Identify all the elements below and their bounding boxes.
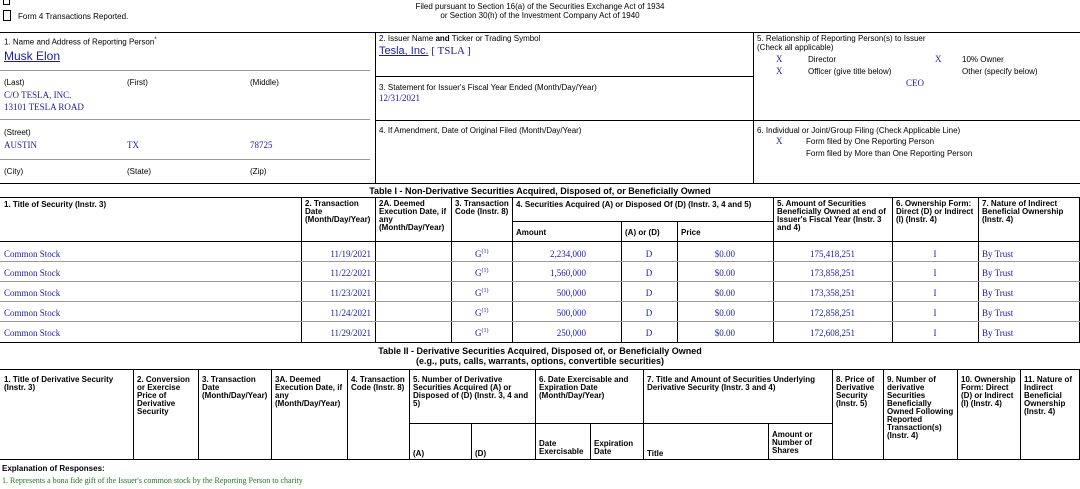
other-label: Other (specify below) [962,67,1038,76]
t1-price: $0.00 [714,288,735,298]
t1-aord: D [645,268,653,278]
t2-h6-ex: Date Exercisable [539,439,584,456]
box6-label: 6. Individual or Joint/Group Filing (Check Applicable Line) [757,126,961,135]
last-label: (Last) [4,78,25,87]
t1-date: 11/24/2021 [330,308,371,318]
t1-h6: 6. Ownership Form: Direct (D) or Indirect (I) (Instr. 4) [896,199,974,224]
t1-nature: By Trust [982,268,1014,278]
form4-reported-checkbox[interactable] [3,10,11,21]
t1-aord: D [645,308,653,318]
t1-owned: 172,858,251 [810,308,855,318]
form4-reported-label: Form 4 Transactions Reported. [18,12,129,21]
street-label: (Street) [4,128,31,137]
t2-h7-title: Title [647,449,664,458]
one-person-label: Form filed by One Reporting Person [806,137,935,146]
t1-amount: 2,234,000 [550,249,586,259]
ticker-symbol: TSLA [437,45,465,57]
box2-label: 2. Issuer Name and Ticker or Trading Symbol [379,34,541,43]
t1-title: Common Stock [4,268,61,278]
top-checkbox[interactable] [3,0,10,5]
box3-label: 3. Statement for Issuer's Fiscal Year Ended (Month/Day/Year) [379,83,597,92]
t1-price: $0.00 [714,308,735,318]
officer-label: Officer (give title below) [808,67,892,76]
table2-subtitle: (e.g., puts, calls, warrants, options, convertible securities) [415,356,665,366]
box5-label-2: (Check all applicable) [757,43,834,52]
t1-owned: 173,858,251 [810,268,855,278]
t2-h4: 4. Transaction Code (Instr. 8) [351,375,405,392]
director-label: Director [808,55,837,64]
t1-h4: 4. Securities Acquired (A) or Disposed Of (D) (Instr. 3, 4 and 5) [516,200,752,209]
box1-label: 1. Name and Address of Reporting Person* [4,37,157,47]
t1-date: 11/22/2021 [330,268,371,278]
t1-nature: By Trust [982,308,1014,318]
t1-form: I [933,249,937,259]
first-label: (First) [127,78,148,87]
t1-title: Common Stock [4,249,61,259]
officer-x: X [776,66,783,76]
t2-h7-amount: Amount or Number of Shares [772,430,813,455]
footnote-1: 1. Represents a bona fide gift of the Issuer's common stock by the Reporting Person to charity [2,476,303,485]
t2-h1: 1. Title of Derivative Security (Instr. 3) [4,375,114,392]
officer-title: CEO [906,78,924,88]
city-label: (City) [4,167,24,176]
t1-amount: 1,560,000 [550,268,586,278]
zip-label: (Zip) [250,167,267,176]
t1-h4-price: Price [681,228,701,237]
t1-date: 11/19/2021 [330,249,371,259]
t2-h11: 11. Nature of Indirect Beneficial Ownership (Instr. 4) [1024,375,1073,416]
t1-owned: 172,608,251 [810,328,855,338]
t1-h7: 7. Nature of Indirect Beneficial Ownership (Instr. 4) [982,199,1064,224]
zip-value: 78725 [250,140,273,150]
t1-amount: 500,000 [556,288,586,298]
t1-h2: 2. Transaction Date (Month/Day/Year) [305,199,371,224]
t1-title: Common Stock [4,288,61,298]
issuer-line: Tesla, Inc. [ TSLA ] [379,45,471,57]
t2-h5: 5. Number of Derivative Securities Acquired (A) or Disposed of (D) (Instr. 3, 4 and 5) [413,375,529,408]
t1-aord: D [645,328,653,338]
t1-form: I [933,288,937,298]
t1-amount: 250,000 [556,328,586,338]
explanation-heading: Explanation of Responses: [2,464,105,473]
t1-code: $G^{(1)}$ [475,308,489,318]
filed-line-1: Filed pursuant to Section 16(a) of the Securities Exchange Act of 1934 [415,2,665,11]
issuer-name-link[interactable]: Tesla, Inc. [379,45,429,57]
t1-code: $G^{(1)}$ [475,288,489,298]
t2-h7: 7. Title and Amount of Securities Underlying Derivative Security (Instr. 3 and 4) [647,375,816,392]
t1-aord: D [645,288,653,298]
t1-h1: 1. Title of Security (Instr. 3) [4,200,107,209]
t1-owned: 175,418,251 [810,249,855,259]
t1-title: Common Stock [4,308,61,318]
t2-h8: 8. Price of Derivative Security (Instr. 5) [836,375,875,408]
address-line-1: C/O TESLA, INC. [4,90,72,100]
t1-nature: By Trust [982,328,1014,338]
fiscal-year-end: 12/31/2021 [379,93,421,103]
reporting-person-name-link[interactable]: Musk Elon [4,49,61,63]
filed-line-2: or Section 30(h) of the Investment Company Act of 1940 [440,11,640,20]
t2-h2: 2. Conversion or Exercise Price of Derivative Security [137,375,190,416]
t2-h9: 9. Number of derivative Securities Beneficially Owned Following Reported Transaction(s) (Instr. 4) [887,375,954,440]
owner-x: X [935,54,942,64]
t1-form: I [933,268,937,278]
director-x: X [776,54,783,64]
t1-form: I [933,328,937,338]
state-value: TX [127,140,139,150]
more-person-label: Form filed by More than One Reporting Person [806,149,973,158]
t1-form: I [933,308,937,318]
t1-price: $0.00 [714,328,735,338]
t2-h10: 10. Ownership Form: Direct (D) or Indirect (I) (Instr. 4) [961,375,1016,408]
t1-date: 11/29/2021 [330,328,371,338]
t1-h2a: 2A. Deemed Execution Date, if any (Month/Day/Year) [379,199,447,232]
one-person-x: X [776,136,783,146]
t1-code: $G^{(1)}$ [475,268,489,278]
address-line-2: 13101 TESLA ROAD [4,102,84,112]
t1-nature: By Trust [982,249,1014,259]
state-label: (State) [127,167,152,176]
t1-price: $0.00 [714,268,735,278]
t1-code: $G^{(1)}$ [475,249,489,259]
t2-h5-d: (D) [475,449,487,458]
t1-h5: 5. Amount of Securities Beneficially Owned at end of Issuer's Fiscal Year (Instr. 3 and 4) [777,199,886,232]
t1-amount: 500,000 [556,308,586,318]
t1-nature: By Trust [982,288,1014,298]
table2-title: Table II - Derivative Securities Acquired, Disposed of, or Beneficially Owned [378,346,702,356]
owner-label: 10% Owner [962,55,1004,64]
table1-title: Table I - Non-Derivative Securities Acquired, Disposed of, or Beneficially Owned [369,186,711,196]
t2-h6-exp: Expiration Date [594,439,634,456]
t1-h4-amount: Amount [516,228,547,237]
t2-h6: 6. Date Exercisable and Expiration Date (Month/Day/Year) [539,375,629,400]
t2-h3a: 3A. Deemed Execution Date, if any (Month/Day/Year) [275,375,343,408]
city-value: AUSTIN [4,140,37,150]
middle-label: (Middle) [250,78,279,87]
t1-code: $G^{(1)}$ [475,328,489,338]
t1-aord: D [645,249,653,259]
t2-h5-a: (A) [413,449,425,458]
t1-title: Common Stock [4,328,61,338]
t1-price: $0.00 [714,249,735,259]
t1-h3: 3. Transaction Code (Instr. 8) [455,199,509,216]
t2-h3: 3. Transaction Date (Month/Day/Year) [202,375,268,400]
t1-owned: 173,358,251 [810,288,855,298]
box4-label: 4. If Amendment, Date of Original Filed (Month/Day/Year) [379,126,582,135]
t1-date: 11/23/2021 [330,288,371,298]
t1-h4-aord: (A) or (D) [625,228,660,237]
box5-label-1: 5. Relationship of Reporting Person(s) to Issuer [757,34,926,43]
